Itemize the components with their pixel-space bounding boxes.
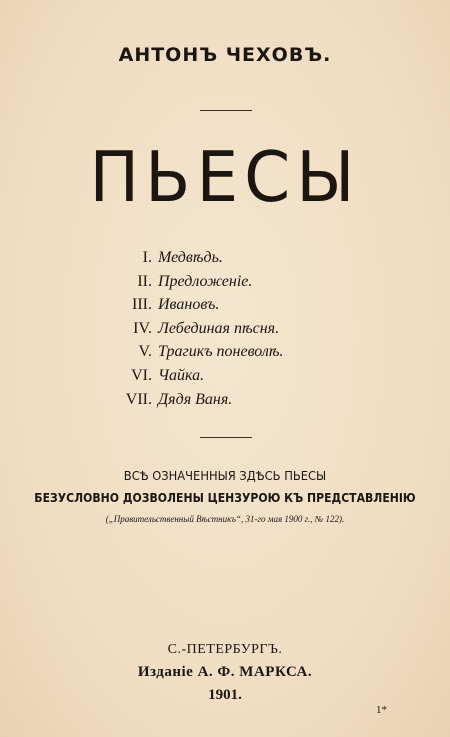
item-number: IV. bbox=[133, 319, 152, 337]
item-number: II. bbox=[137, 272, 152, 290]
list-item bbox=[0, 317, 450, 341]
item-number: VII. bbox=[125, 390, 152, 408]
list-item bbox=[0, 340, 450, 364]
imprint-year: 1901. bbox=[208, 687, 242, 703]
play-title: Медвѣдь. bbox=[158, 249, 223, 266]
contents-list bbox=[0, 246, 450, 411]
imprint-publisher: Изданіе А. Ф. МАРКСА. bbox=[137, 664, 313, 680]
permission-source: („Правительственный Вѣстникъ“, 31-го мая 1900 г., № 122). bbox=[105, 514, 345, 524]
play-title: Трагикъ поневолѣ. bbox=[158, 343, 284, 361]
play-title: Предложеніе. bbox=[158, 272, 253, 290]
item-number: III. bbox=[132, 296, 152, 314]
item-number: V. bbox=[138, 343, 152, 361]
list-item bbox=[0, 293, 450, 317]
item-number: VI. bbox=[131, 366, 152, 384]
author-name: АНТОНЪ ЧЕХОВЪ. bbox=[118, 44, 332, 66]
list-item bbox=[0, 246, 450, 270]
signature-mark: 1* bbox=[376, 704, 387, 716]
book-title: ПЬЕСЫ bbox=[89, 137, 361, 218]
item-number: I. bbox=[142, 249, 152, 266]
permission-line-1: ВСѢ ОЗНАЧЕННЫЯ ЗДѢСЬ ПЬЕСЫ bbox=[123, 468, 327, 483]
imprint-city: С.-ПЕТЕРБУРГЪ. bbox=[167, 642, 283, 657]
top-divider bbox=[200, 110, 252, 111]
list-item bbox=[0, 270, 450, 294]
bottom-divider bbox=[200, 437, 252, 438]
list-item bbox=[0, 388, 450, 412]
play-title: Ивановъ. bbox=[158, 296, 220, 314]
list-item bbox=[0, 364, 450, 388]
permission-line-2: БЕЗУСЛОВНО ДОЗВОЛЕНЫ ЦЕНЗУРОЮ КЪ ПРЕДСТАВЛЕНІЮ bbox=[34, 490, 416, 505]
play-title: Дядя Ваня. bbox=[158, 390, 233, 408]
play-title: Чайка. bbox=[158, 366, 205, 384]
play-title: Лебединая пѣсня. bbox=[158, 319, 280, 337]
